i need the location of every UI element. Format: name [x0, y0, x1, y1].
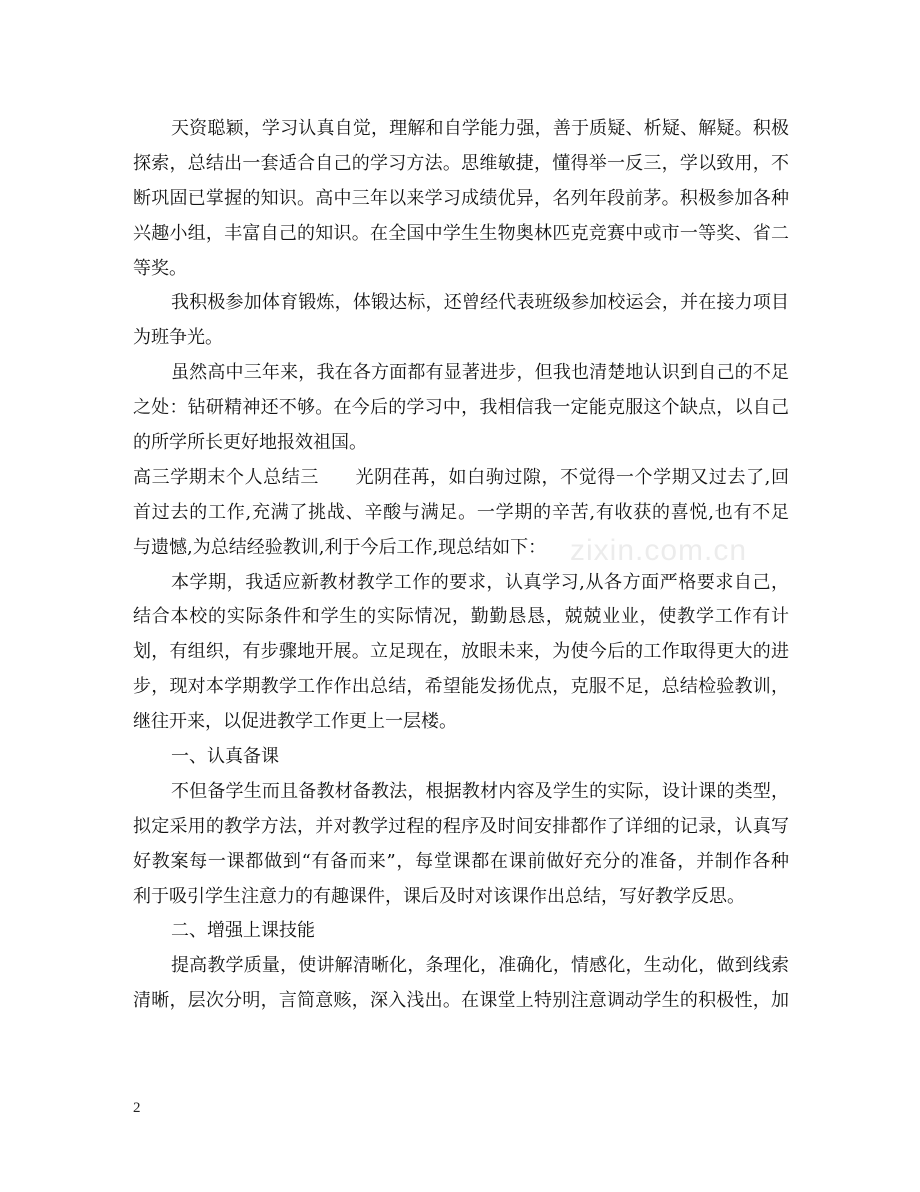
- watermark-text: zixin.com.cn: [570, 534, 748, 567]
- text-line: 提高教学质量，使讲解清晰化，条理化，准确化，情感化，生动化，做到线索: [171, 955, 789, 977]
- text-line: [133, 461, 789, 496]
- text-line: 一、认真备课: [171, 746, 279, 768]
- text-line: 虽然高中三年来，我在各方面都有显著进步，但我也清楚地认识到自己的不足: [171, 362, 789, 384]
- text-line: 清晰，层次分明，言简意赅，深入浅出。在课堂上特别注意调动学生的积极性，加: [133, 990, 789, 1012]
- text-line: 与遗憾,为总结经验教训,利于今后工作,现总结如下：: [133, 536, 547, 558]
- section-heading-inline: 高三学期末个人总结三: [133, 466, 319, 488]
- text-line: 好教案每一课都做到“有备而来”，每堂课都在课前做好充分的准备，并制作各种: [133, 850, 789, 872]
- text-line: 继往开来，以促进教学工作更上一层楼。: [133, 711, 457, 733]
- text-line: 之处：钻研精神还不够。在今后的学习中，我相信我一定能克服这个缺点，以自己: [133, 397, 789, 419]
- text-line: 我积极参加体育锻炼，体锻达标，还曾经代表班级参加校运会，并在接力项目: [171, 292, 789, 314]
- text-line: 本学期，我适应新教材教学工作的要求，认真学习,从各方面严格要求自己，: [171, 571, 789, 593]
- text-line: 兴趣小组，丰富自己的知识。在全国中学生生物奥林匹克竞赛中或市一等奖、省二: [133, 222, 789, 244]
- text-line: 二、增强上课技能: [171, 920, 315, 942]
- text-line: 断巩固已掌握的知识。高中三年以来学习成绩优异，名列年段前茅。积极参加各种: [133, 187, 789, 209]
- document-body: [133, 112, 789, 1019]
- text-line: 的所学所长更好地报效祖国。: [133, 432, 367, 454]
- text-line: 拟定采用的教学方法，并对教学过程的程序及时间安排都作了详细的记录，认真写: [133, 815, 789, 837]
- text-line: 利于吸引学生注意力的有趣课件，课后及时对该课作出总结，写好教学反思。: [133, 885, 745, 907]
- text-line: 结合本校的实际条件和学生的实际情况，勤勤恳恳，兢兢业业，使教学工作有计: [133, 606, 789, 628]
- text-line: 探索，总结出一套适合自己的学习方法。思维敏捷，懂得举一反三，学以致用，不: [133, 152, 789, 174]
- page-number: 2: [133, 1100, 141, 1116]
- text-line: 不但备学生而且备教材备教法，根据教材内容及学生的实际，设计课的类型，: [171, 780, 789, 802]
- text-line: 等奖。: [133, 257, 187, 279]
- text-line: 天资聪颖，学习认真自觉，理解和自学能力强，善于质疑、析疑、解疑。积极: [171, 118, 789, 139]
- line-text: 光阴荏苒，如白驹过隙，不觉得一个学期又过去了,回: [354, 466, 789, 488]
- text-line: 首过去的工作,充满了挑战、辛酸与满足。一学期的辛苦,有收获的喜悦,也有不足: [133, 501, 789, 523]
- text-line: 为班争光。: [133, 327, 223, 349]
- text-line: 步，现对本学期教学工作作出总结，希望能发扬优点，克服不足，总结检验教训，: [133, 676, 789, 698]
- text-line: 划，有组织，有步骤地开展。立足现在，放眼未来，为使今后的工作取得更大的进: [133, 641, 789, 663]
